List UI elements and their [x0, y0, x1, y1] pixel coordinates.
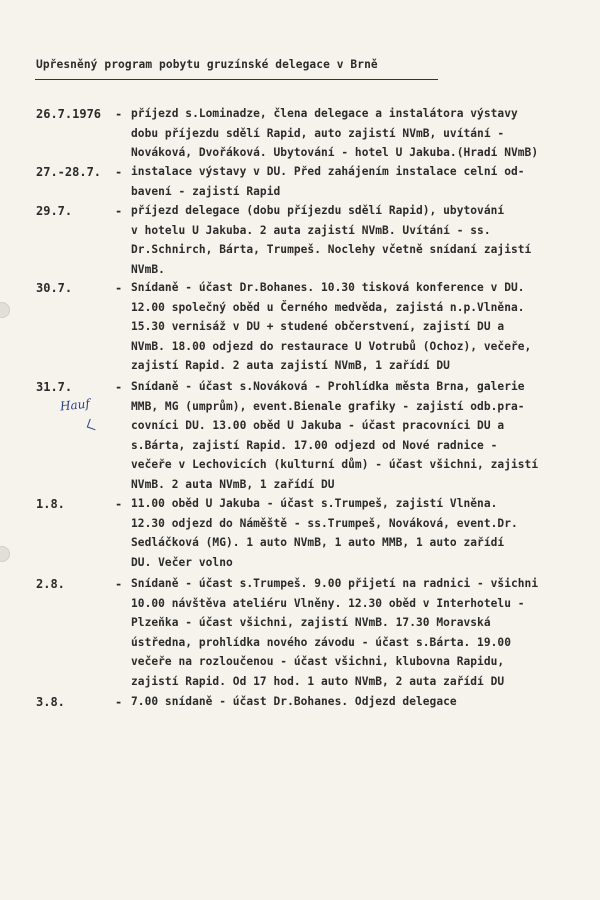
entry-text-line: Nováková, Dvořáková. Ubytování - hotel U Jakuba.(Hradí NVmB) [131, 146, 539, 160]
title-underline [35, 79, 438, 80]
punch-hole [0, 302, 10, 318]
entry-dash: - [115, 107, 123, 121]
entry-dash: - [115, 497, 123, 511]
entry-text-line: příjezd delegace (dobu příjezdu sdělí Rapid), ubytování [131, 204, 505, 217]
entry-dash: - [115, 695, 123, 709]
entry-text-line: instalace výstavy v DU. Před zahájením instalace celní od- [131, 165, 525, 178]
entry-text-line: NVmB. 18.00 odjezd do restaurace U Votrubů (Ochoz), večeře, [131, 339, 532, 353]
entry-text-line: 15.30 vernisáž v DU + studené občerstvení, zajistí DU a [131, 320, 505, 334]
entry-text-line: Snídaně - účast s.Nováková - Prohlídka města Brna, galerie [131, 380, 525, 393]
entry-text-line: NVmB. [131, 262, 165, 276]
entry-date: 1.8. [36, 497, 65, 511]
entry-dash: - [115, 165, 123, 179]
entry-text-line: 10.00 návštěva ateliéru Vlněny. 12.30 oběd v Interhotelu - [131, 596, 525, 610]
entry-text-line: Dr.Schnirch, Bárta, Trumpeš. Noclehy včetně snídaní zajistí [131, 243, 532, 257]
entry-date: 3.8. [36, 695, 65, 709]
entry-text-line: s.Bárta, zajistí Rapid. 17.00 odjezd od Nové radnice - [131, 438, 498, 452]
entry-text-line: 12.30 odjezd do Náměště - ss.Trumpeš, Nováková, event.Dr. [131, 516, 518, 530]
entry-text-line: 12.00 společný oběd u Černého medvěda, zajistá n.p.Vlněna. [131, 300, 525, 314]
entry-text-line: DU. Večer volno [131, 555, 233, 569]
entry-date: 2.8. [36, 577, 65, 591]
entry-date: 30.7. [36, 281, 73, 295]
entry-dash: - [115, 577, 123, 591]
entry-text-line: bavení - zajistí Rapid [131, 184, 281, 198]
entry-date: 26.7.1976 [36, 107, 102, 121]
entry-date: 27.-28.7. [36, 165, 102, 179]
handwritten-note: Hauf [59, 396, 91, 414]
entry-text-line: Snídaně - účast Dr.Bohanes. 10.30 tisková konference v DU. [131, 281, 525, 294]
entry-text-line: ústředna, prohlídka nového závodu - účast s.Bárta. 19.00 [131, 635, 511, 649]
entry-text-line: večeře v Lechovicích (kulturní dům) - účast všichni, zajistí [131, 458, 539, 472]
entry-text-line: Plzeňka - účast všichni, zajistí NVmB. 17.30 Moravská [131, 616, 491, 630]
handwritten-mark [87, 419, 99, 431]
entry-date: 31.7. [36, 380, 73, 394]
entry-text-line: 11.00 oběd U Jakuba - účast s.Trumpeš, zajistí Vlněna. [131, 497, 498, 510]
entry-text-line: zajistí Rapid. 2 auta zajistí NVmB, 1 zařídí DU [131, 359, 450, 373]
entry-dash: - [115, 281, 123, 295]
entry-text-line: dobu příjezdu sdělí Rapid, auto zajistí NVmB, uvítání - [131, 126, 505, 140]
entry-text-line: NVmB. 2 auta NVmB, 1 zařídí DU [131, 478, 335, 491]
document-title: Upřesněný program pobytu gruzínské delegace v Brně [36, 58, 378, 71]
entry-date: 29.7. [36, 204, 73, 218]
entry-text-line: příjezd s.Lominadze, člena delegace a instalátora výstavy [131, 107, 518, 120]
punch-hole [0, 546, 10, 562]
entry-text-line: covníci DU. 13.00 oběd U Jakuba - účast pracovníci DU a [131, 419, 505, 433]
entry-text-line: MMB, MG (umprům), event.Bienale grafiky - zajistí odb.pra- [131, 399, 525, 413]
entry-dash: - [115, 204, 123, 218]
entry-text-line: zajistí Rapid. Od 17 hod. 1 auto NVmB, 2 auta zařídí DU [131, 675, 505, 688]
entry-text-line: Sedláčková (MG). 1 auto NVmB, 1 auto MMB, 1 auto zařídí [131, 536, 505, 550]
entry-dash: - [115, 380, 123, 394]
entry-text-line: 7.00 snídaně - účast Dr.Bohanes. Odjezd delegace [131, 695, 457, 708]
entry-text-line: v hotelu U Jakuba. 2 auta zajistí NVmB. Uvítání - ss. [131, 223, 491, 237]
entry-text-line: večeře na rozloučenou - účast všichni, klubovna Rapidu, [131, 655, 505, 669]
entry-text-line: Snídaně - účast s.Trumpeš. 9.00 přijetí na radnici - všichni [131, 577, 539, 590]
